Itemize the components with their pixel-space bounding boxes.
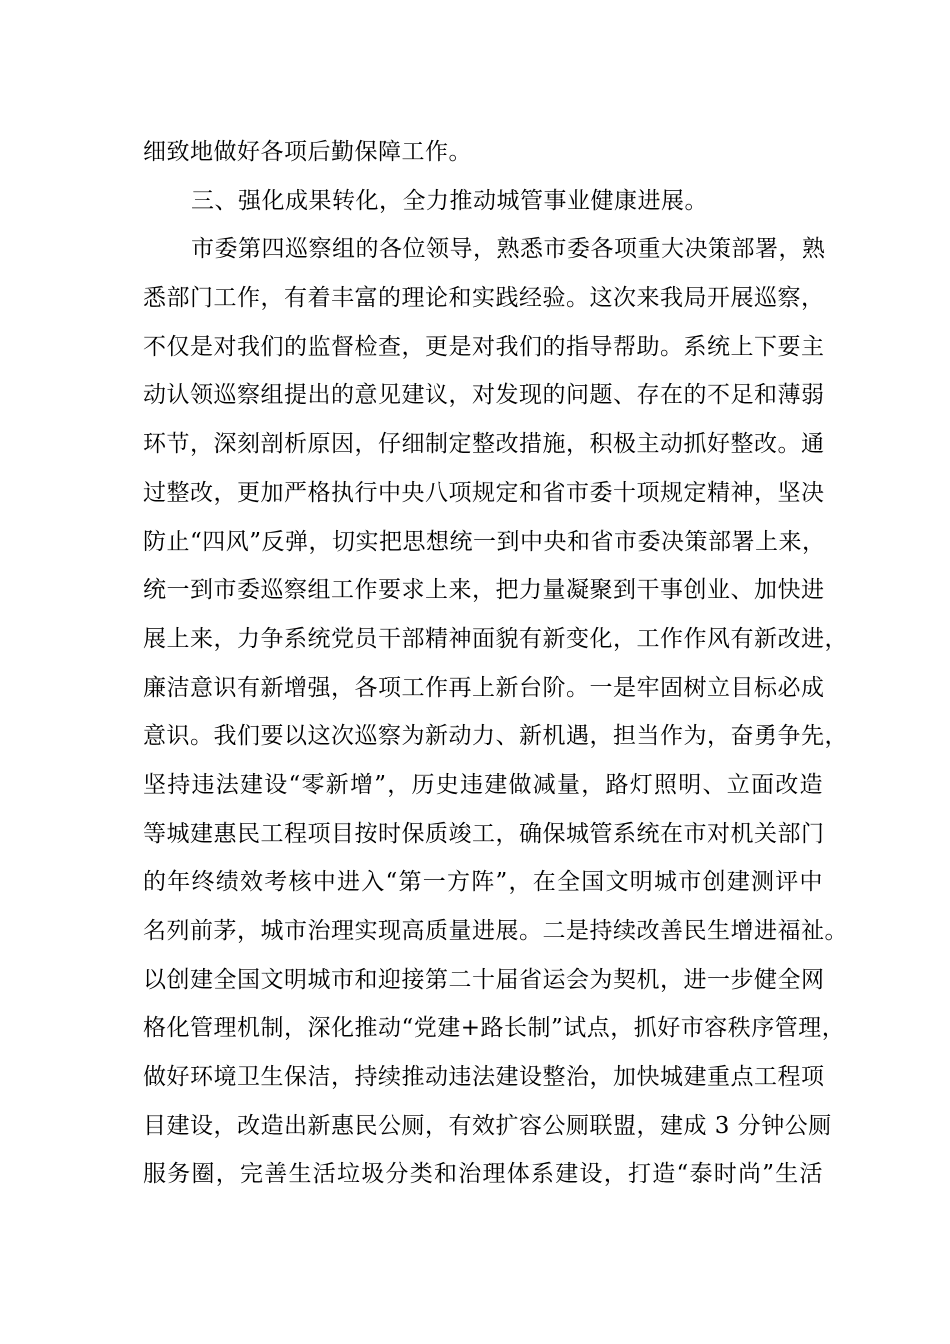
text-line: 格化管理机制，深化推动“党建+路长制”试点，抓好市容秩序管理， bbox=[143, 1015, 846, 1042]
text-line: 坚持违法建设“零新增”，历史违建做减量，路灯照明、立面改造 bbox=[143, 771, 823, 798]
text-line: 统一到市委巡察组工作要求上来，把力量凝聚到干事创业、加快进 bbox=[143, 577, 825, 604]
text-line: 服务圈，完善生活垃圾分类和治理体系建设，打造“泰时尚”生活 bbox=[143, 1161, 823, 1188]
text-line: 不仅是对我们的监督检查，更是对我们的指导帮助。系统上下要主 bbox=[143, 333, 825, 360]
text-line: 细致地做好各项后勤保障工作。 bbox=[143, 139, 472, 165]
text-line: 等城建惠民工程项目按时保质竣工，确保城管系统在市对机关部门 bbox=[143, 820, 825, 847]
text-line: 目建设，改造出新惠民公厕，有效扩容公厕联盟，建成 3 分钟公厕 bbox=[143, 1112, 832, 1139]
section-heading: 三、强化成果转化，全力推动城管事业健康进展。 bbox=[191, 187, 708, 214]
text-line: 市委第四巡察组的各位领导，熟悉市委各项重大决策部署，熟 bbox=[191, 236, 826, 263]
text-line: 意识。我们要以这次巡察为新动力、新机遇，担当作为，奋勇争先， bbox=[143, 723, 848, 750]
text-line: 廉洁意识有新增强，各项工作再上新台阶。一是牢固树立目标必成 bbox=[143, 674, 825, 701]
text-line: 名列前茅，城市治理实现高质量进展。二是持续改善民生增进福祉。 bbox=[143, 918, 848, 944]
text-line: 环节，深刻剖析原因，仔细制定整改措施，积极主动抓好整改。通 bbox=[143, 431, 825, 458]
text-line: 过整改，更加严格执行中央八项规定和省市委十项规定精神，坚决 bbox=[143, 479, 825, 506]
text-line: 的年终绩效考核中进入“第一方阵”，在全国文明城市创建测评中 bbox=[143, 869, 823, 896]
text-line: 防止“四风”反弹，切实把思想统一到中央和省市委决策部署上来， bbox=[143, 528, 826, 555]
text-line: 做好环境卫生保洁，持续推动违法建设整治，加快城建重点工程项 bbox=[143, 1064, 825, 1091]
text-line: 悉部门工作，有着丰富的理论和实践经验。这次来我局开展巡察， bbox=[143, 285, 825, 312]
text-line: 动认领巡察组提出的意见建议，对发现的问题、存在的不足和薄弱 bbox=[143, 382, 825, 409]
text-line: 展上来，力争系统党员干部精神面貌有新变化，工作作风有新改进， bbox=[143, 625, 848, 652]
text-line: 以创建全国文明城市和迎接第二十届省运会为契机，进一步健全网 bbox=[143, 966, 825, 993]
document-body bbox=[143, 128, 848, 1199]
